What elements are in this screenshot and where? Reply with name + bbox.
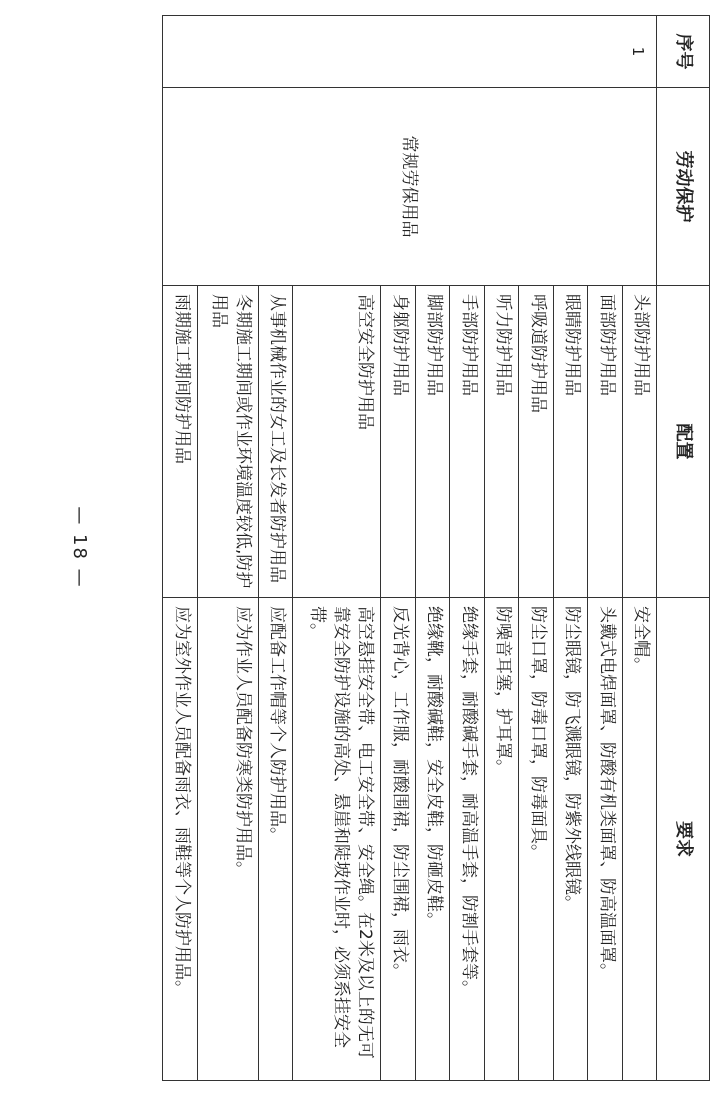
requirement-cell: 头戴式电焊面罩、防酸有机类面罩、防高温面罩。	[588, 598, 622, 1081]
header-requirement: 要求	[657, 598, 710, 1081]
requirement-cell: 应为作业人员配备防寒类防护用品。	[197, 598, 258, 1081]
config-cell: 雨期施工期间防护用品	[163, 286, 198, 598]
config-cell: 从事机械作业的女工及长发者防护用品	[258, 286, 292, 598]
group-category: 常规劳保用品	[163, 88, 657, 286]
config-cell: 高空安全防护用品	[293, 286, 381, 598]
config-cell: 脚部防护用品	[415, 286, 449, 598]
protection-table	[162, 15, 710, 1081]
page-number: — 18 —	[69, 506, 90, 589]
requirement-cell: 绝缘靴，耐酸碱鞋，安全皮鞋，防砸皮鞋。	[415, 598, 449, 1081]
requirement-cell: 安全帽。	[622, 598, 656, 1081]
requirement-cell: 防尘眼镜，防飞溅眼镜，防紫外线眼镜。	[553, 598, 587, 1081]
requirement-cell: 绝缘手套，耐酸碱手套，耐高温手套，防割手套等。	[450, 598, 484, 1081]
config-cell: 身躯防护用品	[381, 286, 415, 598]
requirement-cell: 应为室外作业人员配备雨衣、雨鞋等个人防护用品。	[163, 598, 198, 1081]
config-cell: 呼吸道防护用品	[519, 286, 553, 598]
config-cell: 面部防护用品	[588, 286, 622, 598]
header-seq: 序号	[657, 16, 710, 88]
requirement-cell: 应配备工作帽等个人防护用品。	[258, 598, 292, 1081]
requirement-cell: 防尘口罩，防毒口罩，防毒面具。	[519, 598, 553, 1081]
table-row	[622, 16, 656, 1081]
config-cell: 听力防护用品	[484, 286, 518, 598]
config-cell: 头部防护用品	[622, 286, 656, 598]
requirement-cell: 反光背心，工作服，耐酸围裙，防尘围裙，雨衣。	[381, 598, 415, 1081]
header-labor: 劳动保护	[657, 88, 710, 286]
config-cell: 手部防护用品	[450, 286, 484, 598]
header-config: 配置	[657, 286, 710, 598]
config-cell: 冬期施工期间或作业环境温度较低,防护用品	[197, 286, 258, 598]
header-row	[657, 16, 710, 1081]
requirement-cell: 高空悬挂安全带、电工安全带、安全绳。在2米及以上的无可靠安全防护设施的高处、悬崖和陡坡作业时，必须系挂安全带。	[293, 598, 381, 1081]
requirement-cell: 防噪音耳塞，护耳罩。	[484, 598, 518, 1081]
group-number: 1	[163, 16, 657, 88]
config-cell: 眼睛防护用品	[553, 286, 587, 598]
